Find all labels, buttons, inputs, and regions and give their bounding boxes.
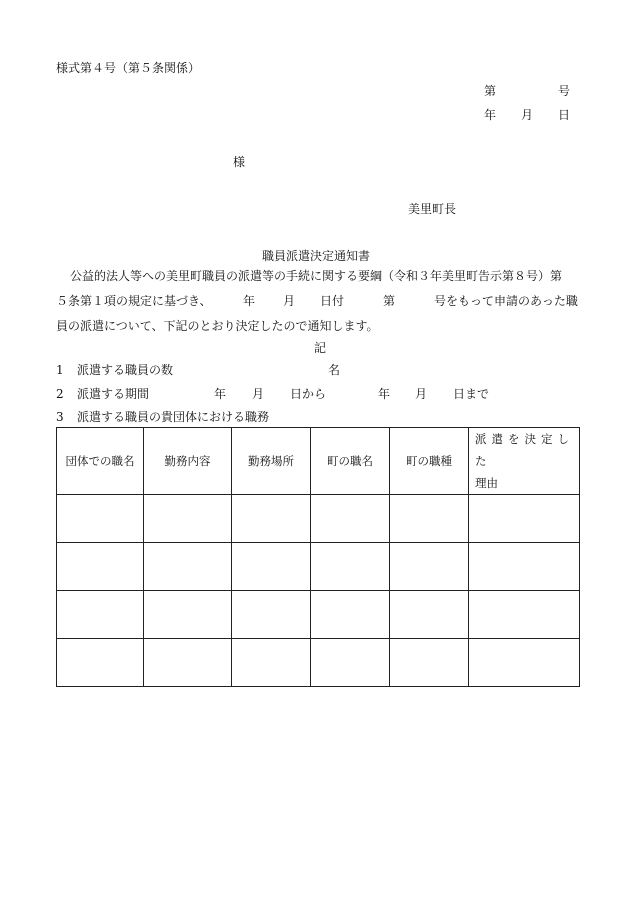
table-cell[interactable] xyxy=(144,639,232,687)
body-line-2-year: 年 xyxy=(243,294,256,308)
table-row xyxy=(57,495,580,543)
date-day: 日 xyxy=(558,108,571,122)
table-cell[interactable] xyxy=(390,591,469,639)
item2-number: 2 xyxy=(56,387,64,401)
item3-number: 3 xyxy=(56,410,64,424)
item2-label: 派遣する期間 xyxy=(77,387,150,401)
table-cell[interactable] xyxy=(390,495,469,543)
table-cell[interactable] xyxy=(390,639,469,687)
table-row xyxy=(57,591,580,639)
header-duty-content: 勤務内容 xyxy=(144,428,232,495)
table-cell[interactable] xyxy=(232,495,311,543)
table-row xyxy=(57,639,580,687)
table-cell[interactable] xyxy=(232,639,311,687)
header-dispatch-reason xyxy=(469,428,580,495)
table-cell[interactable] xyxy=(469,591,580,639)
table-header-row xyxy=(57,428,580,495)
header-reason-line-2: 理由 xyxy=(475,476,498,490)
table-cell[interactable] xyxy=(232,543,311,591)
table-cell[interactable] xyxy=(144,495,232,543)
body-line-3: 員の派遣について、下記のとおり決定したので通知します。 xyxy=(56,319,379,333)
body-line-1: 公益的法人等への美里町職員の派遣等の手続に関する要綱（令和３年美里町告示第８号）第 xyxy=(70,269,563,283)
item2-start-year: 年 xyxy=(214,387,227,401)
item1-label: 派遣する職員の数 xyxy=(77,363,174,377)
item3-label: 派遣する職員の貴団体における職務 xyxy=(77,410,270,424)
form-number: 様式第４号（第５条関係） xyxy=(56,61,201,75)
header-work-location: 勤務場所 xyxy=(232,428,311,495)
item2-start-month: 月 xyxy=(252,387,265,401)
item1-number: 1 xyxy=(56,363,64,377)
header-reason-line-1: 派遣を決定した xyxy=(475,432,574,468)
addressee-suffix: 様 xyxy=(233,155,246,169)
table-cell[interactable] xyxy=(311,591,390,639)
table-cell[interactable] xyxy=(57,495,144,543)
item2-end-year: 年 xyxy=(378,387,391,401)
header-org-title: 団体での職名 xyxy=(57,428,144,495)
body-line-2-a: ５条第１項の規定に基づき、 xyxy=(56,294,212,308)
item1-unit: 名 xyxy=(328,363,341,377)
body-line-2-rest: 号をもって申請のあった職 xyxy=(434,294,578,308)
header-town-job-type: 町の職種 xyxy=(390,428,469,495)
table-cell[interactable] xyxy=(57,639,144,687)
body-line-2-month: 月 xyxy=(283,294,296,308)
table-cell[interactable] xyxy=(57,543,144,591)
table-cell[interactable] xyxy=(144,543,232,591)
table-cell[interactable] xyxy=(144,591,232,639)
document-title: 職員派遣決定通知書 xyxy=(262,249,371,263)
table-cell[interactable] xyxy=(311,543,390,591)
table-cell[interactable] xyxy=(469,543,580,591)
header-town-title: 町の職名 xyxy=(311,428,390,495)
table-cell[interactable] xyxy=(469,495,580,543)
table-row xyxy=(57,543,580,591)
table-cell[interactable] xyxy=(469,639,580,687)
body-line-2-day: 日付 xyxy=(320,294,345,308)
date-month: 月 xyxy=(521,108,534,122)
duty-table xyxy=(56,427,580,687)
item2-start-day: 日から xyxy=(290,387,327,401)
item2-end-month: 月 xyxy=(415,387,428,401)
table-cell[interactable] xyxy=(57,591,144,639)
item2-end-day: 日まで xyxy=(453,387,490,401)
table-cell[interactable] xyxy=(232,591,311,639)
table-cell[interactable] xyxy=(311,495,390,543)
issue-number-suffix: 号 xyxy=(558,84,571,98)
table-cell[interactable] xyxy=(390,543,469,591)
table-cell[interactable] xyxy=(311,639,390,687)
body-line-2-no: 第 xyxy=(383,294,396,308)
issue-number-prefix: 第 xyxy=(484,84,497,98)
ki-marker: 記 xyxy=(314,341,327,355)
sender-name: 美里町長 xyxy=(408,202,457,216)
date-year: 年 xyxy=(484,108,497,122)
